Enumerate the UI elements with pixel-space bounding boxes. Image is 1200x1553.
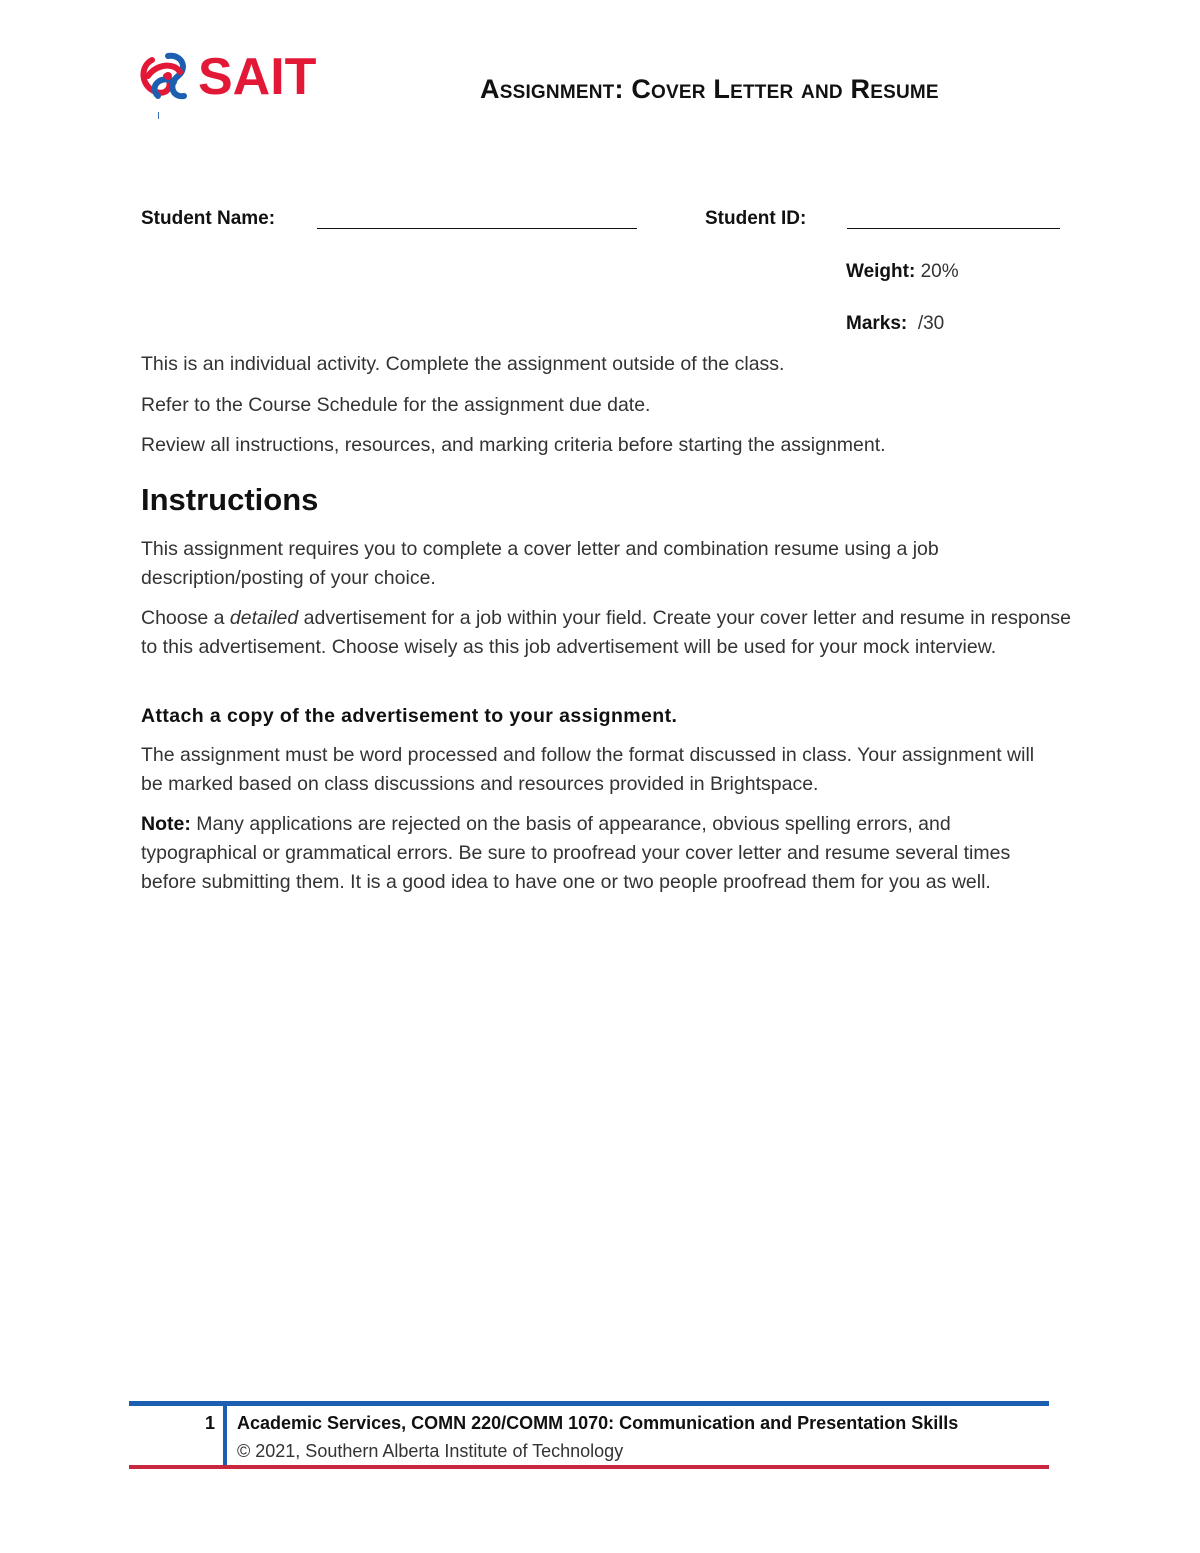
marks-value: /30 — [917, 313, 945, 334]
p2-text-end: advertisement for a job within your field. Create your cover letter and resume in response to this advertisement. Choose wisely as this job advertisement will be used for your mock interview. — [141, 607, 1072, 658]
weight-value: 20% — [920, 261, 959, 282]
sait-emblem-icon — [143, 56, 184, 96]
instructions-paragraph-1: This assignment requires you to complete a cover letter and combination resume using a job description/posting of your choice. — [141, 538, 939, 589]
footer-top-rule — [129, 1401, 1049, 1406]
weight-row — [846, 261, 959, 283]
intro-paragraph-3: Review all instructions, resources, and marking criteria before starting the assignment. — [141, 434, 886, 456]
footer-divider — [223, 1406, 227, 1465]
note-text: Many applications are rejected on the basis of appearance, obvious spelling errors, and typographical or grammatical errors. Be sure to proofread your cover letter and resume several times before submitting them. It is a good idea to have one or two people proofread them for you as well. — [141, 813, 1011, 893]
note-paragraph — [141, 810, 1061, 897]
p2-text-start: Choose a — [141, 607, 230, 629]
page-number: 1 — [204, 1413, 215, 1433]
instructions-paragraph-4: The assignment must be word processed and follow the format discussed in class. Your assignment will be marked based on class discussions and resources provided in Brightspace. — [141, 744, 1035, 795]
margin-marker — [158, 112, 159, 119]
student-id-label: Student ID: — [705, 208, 807, 229]
instructions-heading: Instructions — [141, 482, 319, 517]
note-label: Note: — [141, 813, 191, 835]
footer-bottom-rule — [129, 1465, 1049, 1469]
student-name-field[interactable] — [317, 228, 637, 229]
student-name-label: Student Name: — [141, 208, 276, 229]
intro-paragraph-2: Refer to the Course Schedule for the assignment due date. — [141, 394, 651, 416]
marks-row — [846, 313, 944, 335]
footer-copyright: © 2021, Southern Alberta Institute of Technology — [237, 1441, 624, 1461]
p2-emphasis: detailed — [229, 607, 299, 629]
page-title: Assignment: Cover Letter and Resume — [480, 74, 939, 104]
intro-paragraph-1: This is an individual activity. Complete the assignment outside of the class. — [141, 353, 785, 375]
attach-advertisement-notice: Attach a copy of the advertisement to your assignment. — [141, 705, 678, 727]
weight-label: Weight: — [846, 261, 916, 282]
footer-course: Academic Services, COMN 220/COMM 1070: Communication and Presentation Skills — [237, 1413, 959, 1433]
student-id-field[interactable] — [847, 228, 1060, 229]
marks-label: Marks: — [846, 313, 908, 334]
instructions-paragraph-2 — [141, 604, 1071, 662]
sait-logo — [138, 46, 338, 106]
sait-wordmark: SAIT — [198, 48, 317, 106]
